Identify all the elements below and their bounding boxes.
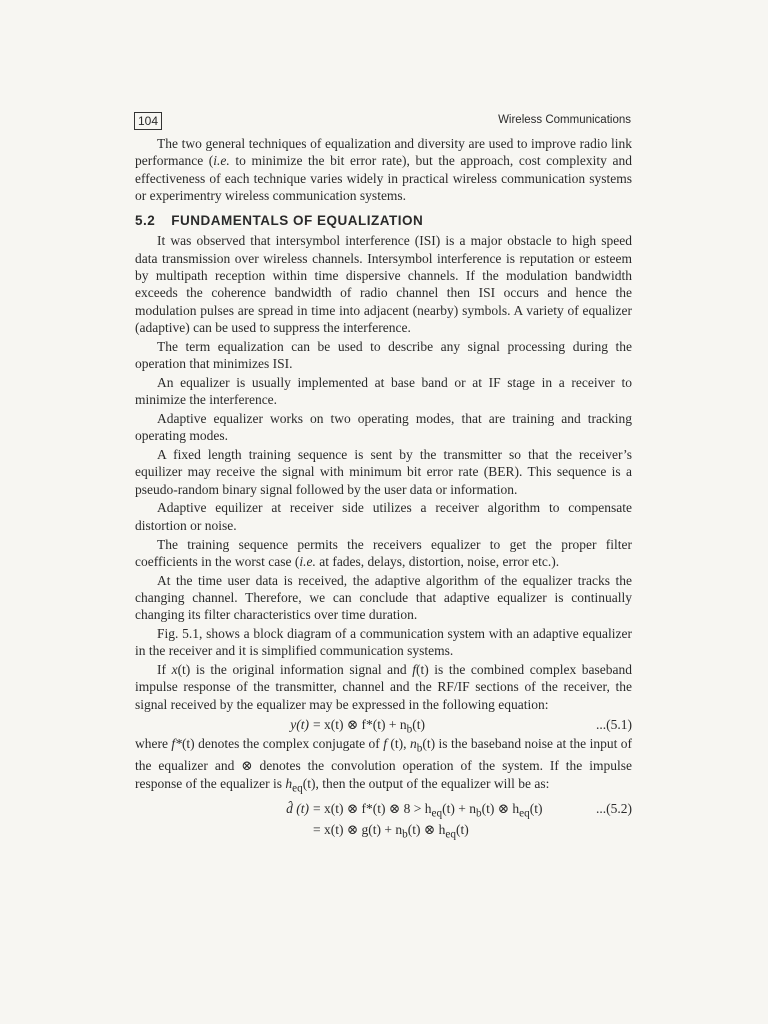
paragraph-operating-modes: Adaptive equalizer works on two operating modes, that are training and tracking operating modes.: [135, 410, 632, 444]
equation-rhs: = x(t) ⊗ $f*(t) + n_b(t)$: [313, 716, 426, 736]
intro-paragraph: The two general techniques of equalization and diversity are used to improve radio link performance (i.e. to minimize the bit error rate), but the approach, cost complexity and effectiveness of each technique varies widely in practical wireless communication systems or experimentry wireless communication systems.: [135, 136, 632, 203]
paragraph-equalization-term: The term equalization can be used to describe any signal processing during the operation that minimizes ISI.: [135, 338, 632, 372]
equation-number: ...(5.2): [596, 801, 632, 817]
equation-rhs: = x(t) ⊗ f*(t) ⊗ $8 > h_{eq}(t) + n_b(t)$ ⊗ $h_{eq}(t)$: [313, 801, 543, 820]
paragraph-filter-coefficients: The training sequence permits the receivers equalizer to get the proper filter coefficients in the worst case (i.e. at fades, delays, distortion, noise, error etc.).: [135, 536, 632, 569]
paragraph-isi: It was observed that intersymbol interference (ISI) is a major obstacle to high speed data transmission over wireless channels. Intersymbol interference is reputation or esteem by multipath reception within time dispersive channels. If the modulation bandwidth exceeds the coherence bandwidth of radio channel then ISI occurs and hence the modulation pulses are spread in time into adjacent (nearby) symbols. A variety of equalizer (adaptive) can be used to suppress the interference.: [135, 233, 632, 335]
equation-5-2-continued: [135, 820, 632, 840]
equation-number: ...(5.1): [596, 716, 632, 732]
page-body: [135, 135, 632, 841]
paragraph-equalizer-stage: An equalizer is usually implemented at base band or at IF stage in a receiver to minimize the interference.: [135, 374, 632, 408]
paragraph-figure-ref: Fig. 5.1, shows a block diagram of a communication system with an adaptive equalizer in the receiver and it is simplified communication systems.: [135, 626, 632, 659]
page-number: 104: [134, 112, 162, 130]
equation-5-1: [135, 715, 632, 734]
equation-rhs: = x(t) ⊗ $g(t) + n_b(t)$ ⊗ $h_{eq}(t)$: [313, 822, 469, 841]
paragraph-convolution: where f*(t) denotes the complex conjugate of f (t), $n_b(t)$ is the baseband noise at the input of the equalizer and ⊗ denotes the convolution operation of the system. If the impulse response of the equalizer is $h_{eq}(t)$, then the output of the equalizer will be as:: [135, 735, 632, 795]
paragraph-training-sequence: A fixed length training sequence is sent by the transmitter so that the receiver’s equilizer may receive the signal with minimum bit error rate (BER). This sequence is a pseudo-random binary signal followed by the user data or information.: [135, 447, 632, 497]
section-title: FUNDAMENTALS OF EQUALIZATION: [171, 213, 424, 229]
section-heading: [135, 212, 632, 229]
equation-5-2: [135, 799, 632, 819]
paragraph-signal-definition: If x(t) is the original information signal and f(t) is the combined complex baseband impulse response of the transmitter, channel and the RF/IF sections of the receiver, the signal received by the equalizer may be expressed in the following equation:: [135, 662, 632, 712]
page-header: [134, 112, 631, 132]
running-title: Wireless Communications: [498, 114, 631, 126]
section-number: 5.2: [135, 213, 156, 229]
paragraph-receiver-algorithm: Adaptive equilizer at receiver side utilizes a receiver algorithm to compensate distortion or noise.: [135, 500, 632, 533]
equation-lhs: y(t): [290, 716, 309, 732]
paragraph-tracking: At the time user data is received, the adaptive algorithm of the equalizer tracks the changing channel. Therefore, we can conclude that adaptive equalizer is continually changing its filter characteristics over time duration.: [135, 572, 632, 623]
equation-lhs: d̂ (t): [286, 801, 309, 817]
